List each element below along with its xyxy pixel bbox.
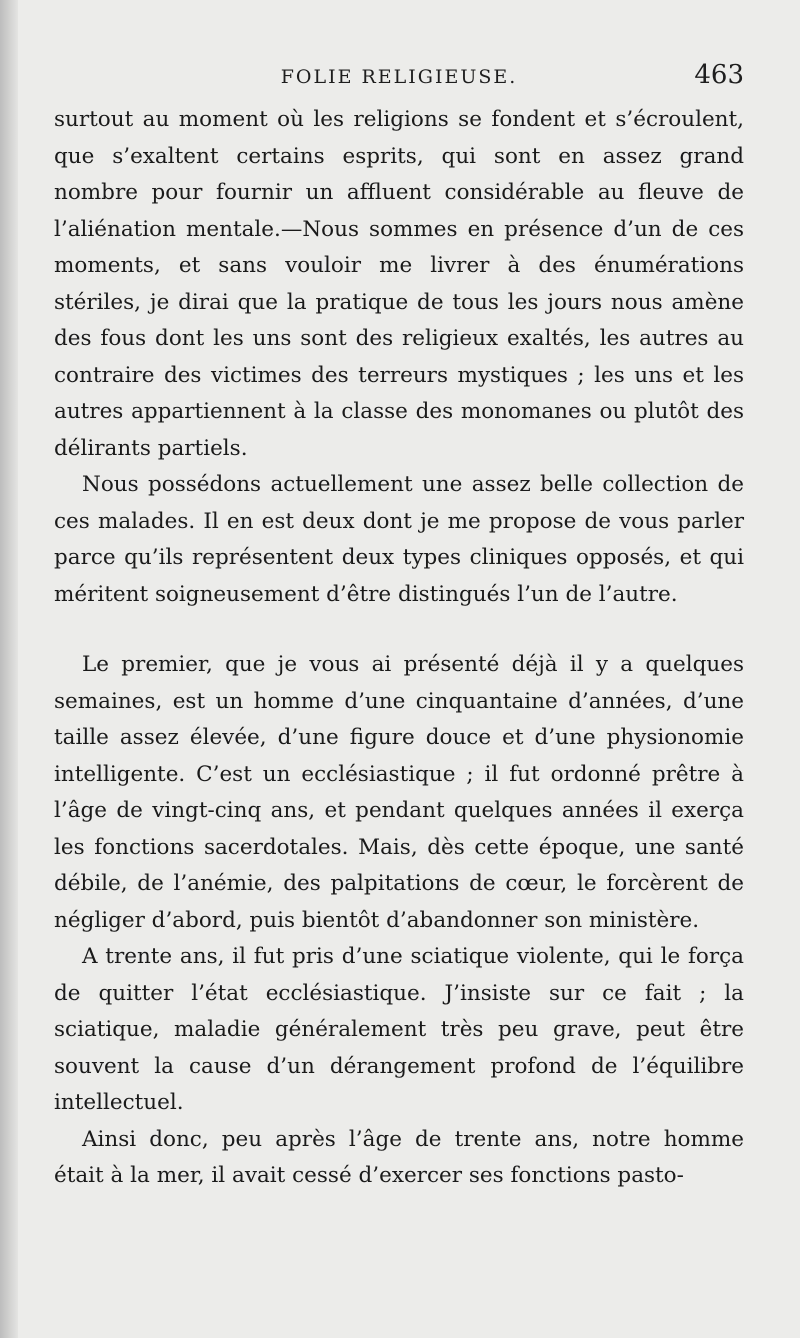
paragraph-3: Le premier, que je vous ai présenté déjà il y a quelques semaines, est un homme d’une cinquantaine d’années, d’une taille assez élevée, d’une figure douce et d’une physionomie intelligente. C’est un ecclésiastique ; il fut ordonné prêtre à l’âge de vingt-cinq ans, et pendant quelques années il exerça les fonctions sacerdotales. Mais, dès cette époque, une santé débile, de l’anémie, des palpitations de cœur, le forcèrent de négliger d’abord, puis bientôt d’abandonner son ministère. <box>54 652 744 933</box>
page-number: 463 <box>694 60 744 90</box>
page-gutter-shadow <box>0 0 18 1338</box>
paragraph-5: Ainsi donc, peu après l’âge de trente ans, notre homme était à la mer, il avait cessé d’exercer ses fonctions pasto- <box>54 1126 744 1188</box>
body-text <box>54 102 744 1195</box>
paragraph-1: surtout au moment où les religions se fondent et s’écroulent, que s’exaltent certains esprits, qui sont en assez grand nombre pour fournir un affluent considérable au fleuve de l’aliénation mentale.—Nous sommes en présence d’un de ces moments, et sans vouloir me livrer à des énumérations stériles, je dirai que la pratique de tous les jours nous amène des fous dont les uns sont des religieux exaltés, les autres au contraire des victimes des terreurs mystiques ; les uns et les autres appartiennent à la classe des monomanes ou plutôt des délirants partiels. <box>54 107 744 461</box>
running-title: FOLIE RELIGIEUSE. <box>280 66 518 88</box>
paragraph-4: A trente ans, il fut pris d’une sciatique violente, qui le força de quitter l’état ecclésiastique. J’insiste sur ce fait ; la sciatique, maladie généralement très peu grave, peut être souvent la cause d’un dérangement profond de l’équilibre intellectuel. <box>54 944 744 1115</box>
paragraph-2: Nous possédons actuellement une assez belle collection de ces malades. Il en est deux dont je me propose de vous parler parce qu’ils représentent deux types cliniques opposés, et qui méritent soigneusement d’être distingués l’un de l’autre. <box>54 472 744 607</box>
page-header <box>54 60 744 100</box>
